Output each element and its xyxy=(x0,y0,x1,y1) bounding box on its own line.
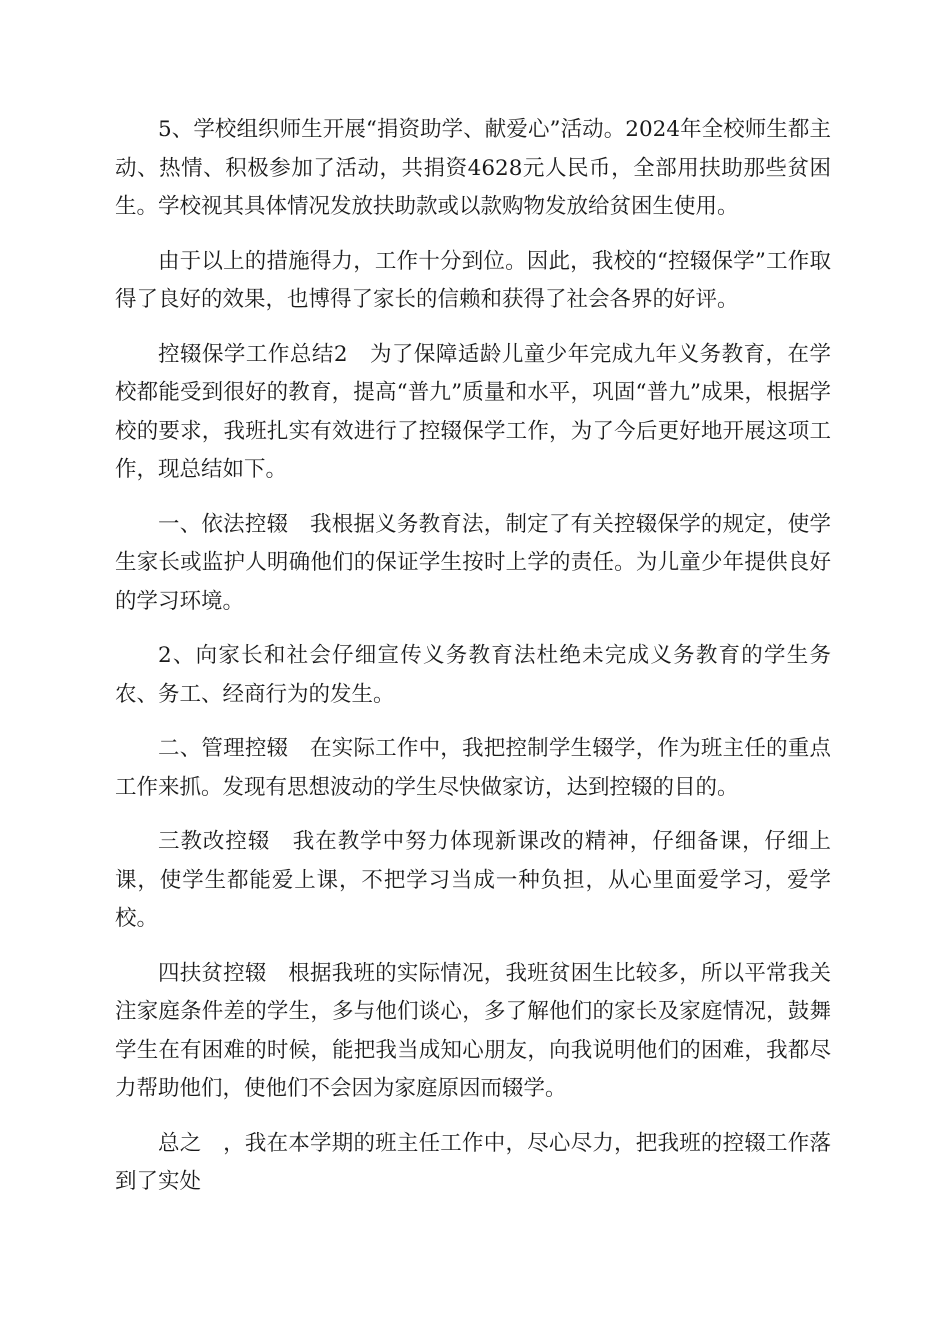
paragraph-management-control: 二、管理控辍 在实际工作中，我把控制学生辍学，作为班主任的重点工作来抓。发现有思想波动的学生尽快做家访，达到控辍的目的。 xyxy=(115,736,831,800)
paragraph-donation-activity: 5、学校组织师生开展“捐资助学、献爱心”活动。2024年全校师生都主动、热情、积极参加了活动，共捐资4628元人民币，全部用扶助那些贫困生。学校视其具体情况发放扶助款或以款购物发放给贫困生使用。 xyxy=(115,117,831,219)
paragraph-publicity: 2、向家长和社会仔细宣传义务教育法杜绝未完成义务教育的学生务农、务工、经商行为的发生。 xyxy=(115,643,831,707)
paragraph-results: 由于以上的措施得力，工作十分到位。因此，我校的“控辍保学”工作取得了良好的效果，也博得了家长的信赖和获得了社会各界的好评。 xyxy=(115,248,831,312)
paragraph-conclusion: 总之 ，我在本学期的班主任工作中，尽心尽力，把我班的控辍工作落到了实处 xyxy=(115,1130,831,1194)
paragraph-summary-2-intro: 控辍保学工作总结2 为了保障适龄儿童少年完成九年义务教育，在学校都能受到很好的教育，提高“普九”质量和水平，巩固“普九”成果，根据学校的要求，我班扎实有效进行了控辍保学工作，为了今后更好地开展这项工作，现总结如下。 xyxy=(115,341,831,482)
paragraph-teaching-reform-control: 三教改控辍 我在教学中努力体现新课改的精神，仔细备课，仔细上课，使学生都能爱上课，不把学习当成一种负担，从心里面爱学习，爱学校。 xyxy=(115,829,831,931)
paragraph-legal-control: 一、依法控辍 我根据义务教育法，制定了有关控辍保学的规定，使学生家长或监护人明确他们的保证学生按时上学的责任。为儿童少年提供良好的学习环境。 xyxy=(115,511,831,614)
paragraph-poverty-aid-control: 四扶贫控辍 根据我班的实际情况，我班贫困生比较多，所以平常我关注家庭条件差的学生，多与他们谈心，多了解他们的家长及家庭情况，鼓舞学生在有困难的时候，能把我当成知心朋友，向我说明他们的困难，我都尽力帮助他们，使他们不会因为家庭原因而辍学。 xyxy=(115,960,831,1101)
document-body xyxy=(115,111,831,1218)
